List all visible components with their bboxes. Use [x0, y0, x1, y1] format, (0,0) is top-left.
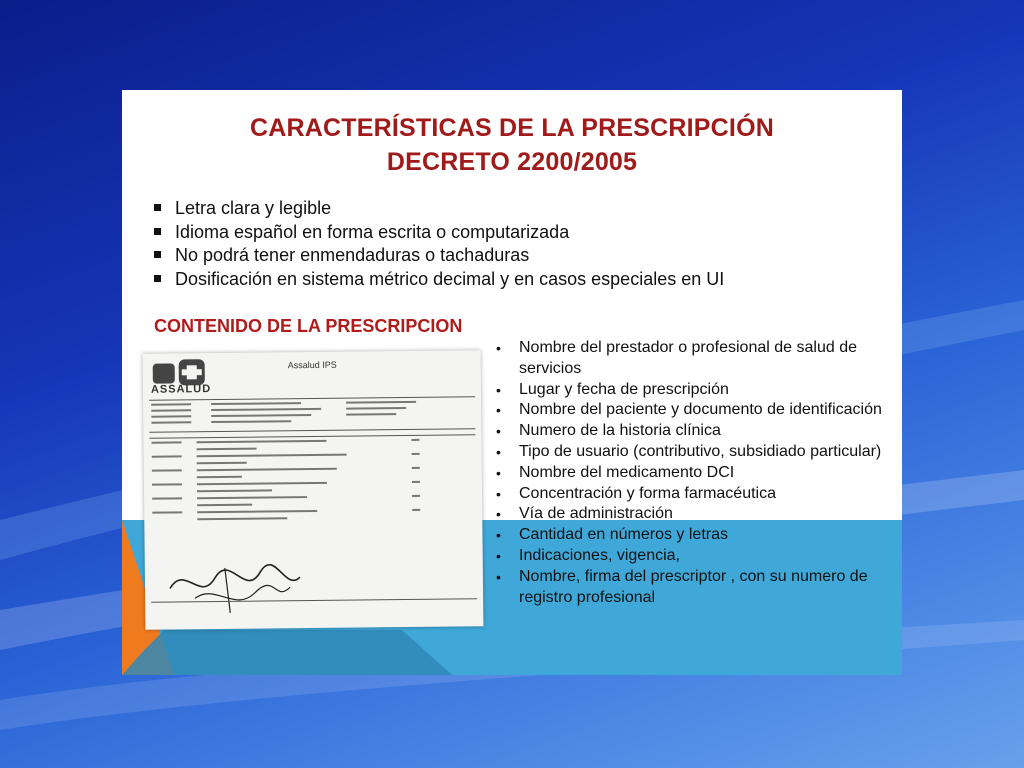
list-item: Letra clara y legible — [152, 197, 724, 221]
list-item: • Lugar y fecha de prescripción — [492, 380, 892, 401]
list-item: • Numero de la historia clínica — [492, 421, 892, 442]
list-item: No podrá tener enmendaduras o tachaduras — [152, 244, 724, 268]
list-item: • Indicaciones, vigencia, — [492, 546, 892, 567]
list-item: • Nombre del prestador o profesional de salud de servicios — [492, 338, 892, 380]
prescription-text-lines — [151, 398, 473, 581]
teal-corner-shape — [122, 630, 452, 675]
list-item: • Vía de administración — [492, 504, 892, 525]
list-item: • Nombre del paciente y documento de identificación — [492, 400, 892, 421]
list-item: • Nombre del medicamento DCI — [492, 463, 892, 484]
list-item: • Concentración y forma farmacéutica — [492, 484, 892, 505]
list-item: • Tipo de usuario (contributivo, subsidiado particular) — [492, 442, 892, 463]
slide — [122, 90, 902, 675]
list-item: Idioma español en forma escrita o computarizada — [152, 221, 724, 245]
prescription-header: Assalud IPS — [287, 359, 337, 371]
prescriber-signature — [165, 557, 306, 618]
assalud-brand: ASSALUD — [150, 383, 212, 396]
section-subtitle: CONTENIDO DE LA PRESCRIPCION — [154, 316, 463, 336]
list-item: • Nombre, firma del prescriptor , con su numero de registro profesional — [492, 567, 892, 609]
list-item: • Cantidad en números y letras — [492, 525, 892, 546]
characteristics-list — [152, 197, 724, 291]
prescription-contents-list — [492, 338, 892, 608]
slide-title: CARACTERÍSTICAS DE LA PRESCRIPCIÓN — [250, 114, 774, 142]
list-item: Dosificación en sistema métrico decimal y en casos especiales en UI — [152, 268, 724, 292]
prescription-photo — [143, 350, 484, 630]
slide-title-decree: DECRETO 2200/2005 — [386, 148, 638, 176]
